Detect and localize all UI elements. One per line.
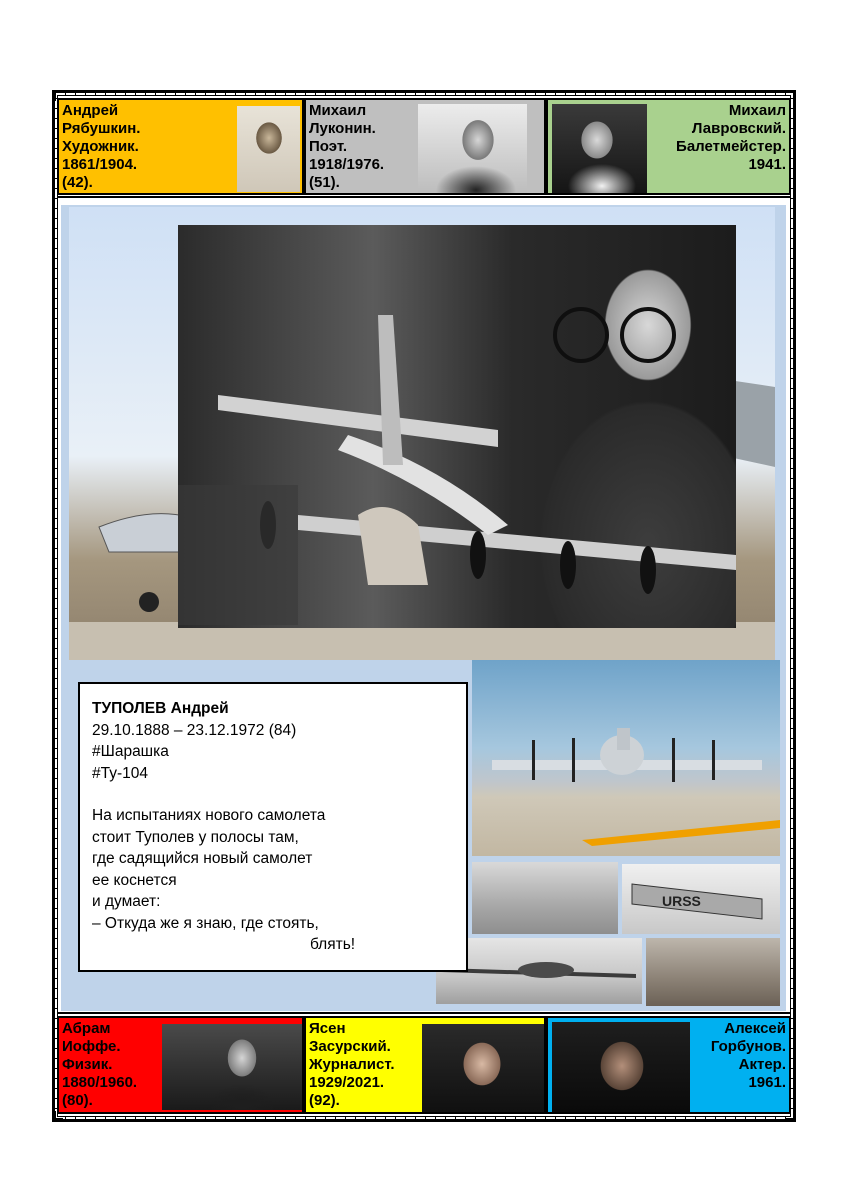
bottom-cell-zasursky: [304, 1016, 546, 1114]
airliner-icon: [622, 864, 780, 934]
joke-line: и думает:: [92, 893, 161, 910]
portrait-photo: [237, 106, 300, 192]
article-dates: 29.10.1888 – 23.12.1972 (84): [92, 721, 297, 739]
svg-text:URSS: URSS: [662, 893, 701, 909]
cell-text: Алексей Горбунов. Актер. 1961.: [710, 1020, 786, 1091]
urss-plane-photo: [622, 864, 780, 934]
joke-line: ее коснется: [92, 871, 177, 889]
article-tag-sharashka: #Шарашка: [92, 743, 169, 760]
top-cell-ryabushkin: [57, 98, 304, 195]
joke-line: где садящийся новый самолет: [92, 850, 313, 867]
bottom-separator: [57, 1012, 791, 1014]
top-separator: [57, 196, 791, 198]
ant9-photo: [472, 862, 618, 934]
joke-punchline: блять!: [310, 936, 356, 953]
portrait-photo: [162, 1024, 302, 1110]
joke-line: – Откуда же я знаю, где стоять,: [92, 914, 319, 932]
portrait-photo: [418, 104, 527, 193]
top-cell-lavrovsky: [546, 98, 791, 195]
cell-text: Ясен Засурский. Журналист. 1929/2021. (92).: [309, 1020, 395, 1109]
cell-text: Абрам Иоффе. Физик. 1880/1960. (80).: [62, 1020, 138, 1109]
article-box: [78, 682, 468, 972]
cell-text: Михаил Лавровский. Балетмейстер. 1941.: [676, 102, 786, 173]
tu95-airfield-photo: [472, 660, 780, 856]
bottom-cell-ioffe: [57, 1016, 304, 1114]
joke-line: На испытаниях нового самолета: [92, 807, 326, 824]
article-tag-tu104: #Ту-104: [92, 764, 148, 782]
bomber-plane-icon: [472, 660, 780, 856]
portrait-photo: [552, 1022, 690, 1112]
cell-text: Михаил Луконин. Поэт. 1918/1976. (51).: [309, 102, 385, 191]
joke-line: стоит Туполев у полосы там,: [92, 828, 299, 846]
model-airplane-icon: [178, 225, 736, 628]
top-cell-lukonin: [304, 98, 546, 195]
bottom-cell-gorbunov: [546, 1016, 791, 1114]
early-plane-photo: [646, 938, 780, 1006]
article-title: ТУПОЛЕВ Андрей: [92, 700, 229, 717]
tupolev-portrait-photo: [178, 225, 736, 628]
portrait-photo: [552, 104, 647, 193]
cell-text: Андрей Рябушкин. Художник. 1861/1904. (42).: [62, 102, 141, 191]
portrait-photo: [422, 1024, 544, 1112]
